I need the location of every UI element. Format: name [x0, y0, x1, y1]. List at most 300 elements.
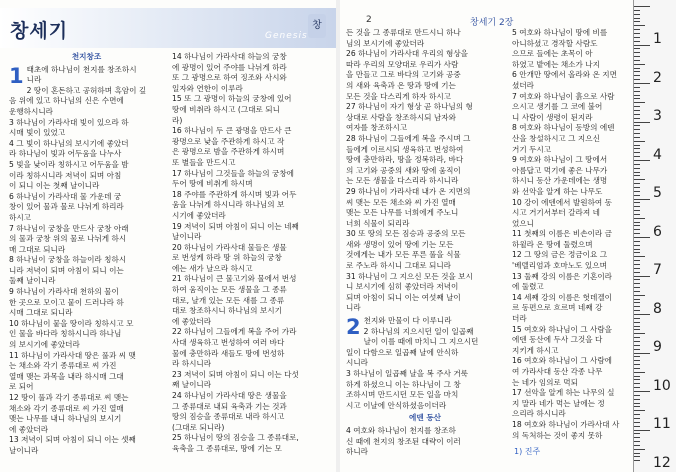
- verse-line: 니 사람이 생령이 된지라: [512, 112, 593, 122]
- verse-line: 일이 다함으로 일곱째 날에 안식하: [346, 347, 459, 357]
- verse-line: 19 저녁이 되며 아침이 되니 이는 네째: [172, 221, 299, 231]
- verse-line: 2 하나님의 지으시던 일이 일곱째: [363, 326, 474, 336]
- verse-line: 6 하나님이 가라사대 물 가운데 궁: [9, 191, 122, 201]
- verse-line: 는 채소와 각기 종류대로 씨 가진: [9, 361, 117, 371]
- verse-line: 으시고 생기를 그 코에 불어: [512, 102, 603, 112]
- ruler-tick: [634, 272, 640, 273]
- ruler-tick: [634, 306, 640, 307]
- ruler-tick: [634, 191, 640, 192]
- verse-line: 모든 것을 다스리게 하자 하시고: [346, 91, 452, 101]
- ruler-number: 1: [653, 31, 662, 47]
- ruler-tick: [634, 241, 640, 242]
- ruler-tick: [634, 441, 640, 442]
- verse-line: 의 새와 육축과 온 땅과 땅에 기는: [346, 80, 456, 90]
- ruler-tick: [634, 187, 640, 188]
- ruler-number: 6: [653, 223, 662, 240]
- ruler-tick: [634, 460, 640, 461]
- ruler-tick: [634, 98, 640, 99]
- ruler-tick: [634, 41, 640, 42]
- ruler-tick: [634, 418, 640, 419]
- section-heading: 천지창조: [71, 52, 102, 61]
- verse-line: 22 하나님이 그들에게 복을 주어 가라: [172, 327, 297, 337]
- verse-line: 땅에 비취라 하시고 (그대로 되니: [172, 104, 280, 114]
- verse-line: 이라 칭하시니라 저녁이 되며 아침: [9, 170, 122, 180]
- ruler-tick: [634, 145, 640, 146]
- verse-line: 10 하나님이 뭍을 땅이라 칭하시고 모: [9, 318, 134, 328]
- right-column-1: [346, 28, 504, 458]
- ruler-tick: [634, 222, 640, 223]
- ruler-tick: [634, 445, 640, 446]
- chapter-number: 1: [9, 63, 24, 88]
- verse-line: 거기 두시고: [512, 144, 552, 154]
- ruler-tick: [634, 175, 640, 176]
- ruler-number: 3: [653, 108, 662, 124]
- verse-line: 26 하나님이 가라사대 우리의 형상을: [346, 49, 469, 59]
- ruler-tick: [634, 318, 640, 319]
- ruler-tick: [634, 349, 640, 350]
- verse-line: 5 여호와 하나님이 땅에 비를: [512, 28, 608, 37]
- verse-list: [346, 316, 504, 411]
- verse-list: [346, 426, 504, 458]
- ruler-number: 9: [653, 339, 662, 355]
- verse-line: 움을 나뉘게 하시니라 하나님의 보: [172, 200, 285, 210]
- verse-line: 산을 창설하시고 그 지으신: [512, 133, 600, 143]
- verse-line: 니 보시기에 심히 좋았더라 저녁이: [346, 282, 459, 292]
- verse-line: 인 물을 바다라 칭하시니라 하나님: [9, 329, 122, 339]
- verse-line: 으므로 들에는 초목이 아: [512, 49, 593, 59]
- verse-line: 물에 충만하라 새들도 땅에 번성하: [172, 348, 285, 358]
- verse-line: 창이 있어 물과 물로 나뉘게 하리라: [9, 202, 124, 212]
- ruler-tick: [634, 95, 640, 96]
- measuring-ruler: [633, 0, 676, 472]
- verse-line: 에 둘렸고: [512, 282, 544, 292]
- ruler-tick: [634, 122, 650, 123]
- verse-line: 하시니 동산 가운데에는 생명: [512, 176, 608, 186]
- verse-line: 18 주야를 주관하게 하시며 빛과 어두: [172, 189, 297, 199]
- ruler-tick: [634, 21, 640, 22]
- verse-line: (그대로 되니라): [172, 422, 225, 432]
- right-page: [340, 0, 633, 472]
- verse-line: 땅에 충만하라, 땅을 정복하라, 바다: [346, 155, 464, 165]
- ruler-number: 8: [653, 300, 662, 317]
- ruler-tick: [634, 18, 640, 19]
- ruler-tick: [634, 25, 645, 26]
- verse-line: 에 좋았더라: [172, 316, 212, 326]
- verse-line: 을 만들고 그로 바다의 고기와 공중: [346, 70, 461, 80]
- verse-line: 이 되니 이는 첫째 날이니라: [9, 181, 100, 191]
- book-title: 창세기: [10, 20, 69, 42]
- ruler-tick: [634, 152, 640, 153]
- verse-list: [346, 28, 504, 314]
- verse-line: 11 하나님이 가라사대 땅은 풀과 씨 맺: [9, 350, 136, 360]
- verse-line: 둘째 날이니라: [9, 276, 56, 286]
- ruler-tick: [634, 237, 650, 238]
- ruler-tick: [634, 353, 650, 354]
- verse-line: 21 하나님이 큰 물고기와 물에서 번성: [172, 274, 297, 284]
- ruler-number: 11: [653, 416, 671, 432]
- verse-line: 하였고 밭에는 채소가 나지: [512, 59, 600, 69]
- ruler-tick: [634, 268, 640, 269]
- verse-line: 시고 거기서부터 갈라져 네: [512, 208, 600, 218]
- ruler-tick: [634, 106, 640, 107]
- verse-line: 는 네가 임의로 먹되: [512, 377, 578, 387]
- ruler-tick: [634, 264, 640, 265]
- page-number: 2: [366, 15, 372, 25]
- verse-list: [9, 65, 164, 457]
- verse-line: 날이 이를 때에 마치니 그 지으시던: [363, 337, 479, 347]
- book-title-english: Genesis: [265, 31, 308, 41]
- ruler-tick: [634, 229, 640, 230]
- ruler-number: 5: [653, 185, 662, 201]
- verse-line: 9 하나님이 가라사대 천하의 물이: [9, 287, 119, 297]
- verse-line: 3 하나님이 가라사대 빛이 있으라 하: [9, 117, 129, 127]
- verse-line: 20 하나님이 가라사대 물들은 생물: [172, 242, 287, 252]
- ruler-tick: [634, 345, 640, 346]
- ruler-tick: [634, 279, 640, 280]
- ruler-tick: [634, 326, 640, 327]
- verse-line: 광명으로 낮을 주관하게 하시고 작: [172, 136, 285, 146]
- verse-line: 신 때에 천지의 창조된 대략이 이러: [346, 436, 461, 446]
- ruler-tick: [634, 291, 640, 292]
- ruler-tick: [634, 260, 640, 261]
- verse-line: 23 저녁이 되며 아침이 되니 이는 다섯: [172, 369, 299, 379]
- verse-line: 째 날이니라: [172, 380, 212, 390]
- verse-line: 셨더라: [512, 80, 535, 90]
- ruler-number: 10: [653, 377, 671, 394]
- verse-line: 18 여호와 하나님이 가라사대 사: [512, 419, 620, 429]
- verse-line: 너희 식물이 되리라: [346, 218, 410, 228]
- book-tab[interactable]: 창: [308, 14, 326, 38]
- ruler-tick: [634, 256, 645, 257]
- verse-line: 채소와 각기 종류대로 씨 가진 열매: [9, 403, 124, 413]
- ruler-tick: [634, 68, 640, 69]
- ruler-tick: [634, 383, 640, 384]
- chapter-number: 2: [346, 315, 361, 340]
- ruler-tick: [634, 10, 640, 11]
- verse-line: 7 여호와 하나님이 흙으로 사람: [512, 91, 615, 101]
- verse-line: 지 말라 네가 먹는 날에는 정: [512, 398, 605, 408]
- verse-line: 13 저녁이 되며 아침이 되니 이는 셋째: [9, 435, 136, 445]
- ruler-tick: [634, 337, 640, 338]
- verse-line: 었으니: [512, 218, 535, 228]
- ruler-tick: [634, 218, 645, 219]
- ruler-tick: [634, 148, 640, 149]
- verse-line: 30 또 땅의 모든 짐승과 공중의 모든: [346, 229, 466, 239]
- verse-line: 대로 창조하시니 하나님의 보시기: [172, 306, 282, 316]
- verse-line: 새와 생명이 있어 땅에 기는 모든: [346, 239, 454, 249]
- ruler-tick: [634, 252, 640, 253]
- verse-line: 일자와 연한이 이루라: [172, 83, 243, 93]
- ruler-tick: [634, 376, 640, 377]
- verse-list: [172, 52, 332, 455]
- verse-line: 되며 아침이 되니 이는 여섯째 날이: [346, 292, 461, 302]
- verse-line: 라 하시니라: [172, 359, 212, 369]
- ruler-tick: [634, 414, 640, 415]
- verse-line: 더라: [512, 314, 527, 324]
- verse-line: 12 땅이 풀과 각기 종류대로 씨 맺는: [9, 393, 129, 402]
- verse-line: 시매 빛이 있었고: [9, 128, 66, 138]
- verse-line: 하게 하셨으니 이는 하나님이 그 창: [346, 379, 461, 389]
- verse-line: 그 종류대로 내되 육축과 기는 것과: [172, 401, 287, 411]
- ruler-tick: [634, 295, 645, 296]
- ruler-tick: [634, 199, 650, 200]
- ruler-tick: [634, 299, 640, 300]
- verse-line: 것에게는 내가 모든 푸른 풀을 식물: [346, 250, 461, 260]
- verse-line: 한 곳으로 모이고 뭍이 드러나라 하: [9, 297, 124, 307]
- ruler-tick: [634, 403, 640, 404]
- verse-line: 16 여호와 하나님이 그 사람에: [512, 356, 613, 366]
- ruler-tick: [634, 372, 645, 373]
- ruler-tick: [634, 364, 640, 365]
- ruler-tick: [634, 437, 640, 438]
- verse-line: 12 그 땅의 금은 정금이요 그: [512, 250, 608, 260]
- verse-line: 시매 그대로 되니라: [9, 308, 73, 318]
- ruler-tick: [634, 391, 650, 392]
- ruler-tick: [634, 399, 640, 400]
- ruler-tick: [634, 29, 640, 30]
- ruler-tick: [634, 322, 640, 323]
- ruler-tick: [634, 360, 640, 361]
- ruler-tick: [634, 310, 640, 311]
- verse-line: 14 세째 강의 이름은 헛데겔이: [512, 292, 613, 302]
- ruler-tick: [634, 249, 640, 250]
- verse-line: 날이니라: [9, 445, 39, 455]
- verse-line: 은 광명으로 밤을 주관하게 하시며: [172, 147, 285, 157]
- verse-line: 는 모든 생물을 다스리라 하시니라: [346, 176, 459, 186]
- verse-line: 16 하나님이 두 큰 광명을 만드사 큰: [172, 126, 292, 136]
- verse-line: 대로, 날개 있는 모든 새를 그 종류: [172, 295, 285, 305]
- left-page: [0, 0, 336, 472]
- ruler-tick: [634, 206, 640, 207]
- verse-line: 하여 움직이는 모든 생물을 그 종류: [172, 285, 287, 295]
- ruler-tick: [634, 179, 645, 180]
- ruler-tick: [634, 449, 645, 450]
- ruler-tick: [634, 430, 650, 431]
- ruler-tick: [634, 379, 640, 380]
- ruler-tick: [634, 341, 640, 342]
- ruler-tick: [634, 453, 640, 454]
- verse-line: 4 그 빛이 하나님의 보시기에 좋았더: [9, 138, 129, 148]
- ruler-tick: [634, 172, 640, 173]
- ruler-tick: [634, 214, 640, 215]
- verse-line: 10 강이 에덴에서 발원하여 동: [512, 197, 613, 207]
- verse-line: 로 번성케 하라 땅 위 하늘의 궁창: [172, 253, 282, 263]
- ruler-tick: [634, 395, 640, 396]
- ruler-tick: [634, 118, 640, 119]
- verse-line: 24 하나님이 가라사대 땅은 생물을: [172, 391, 287, 400]
- ruler-tick: [634, 456, 640, 457]
- ruler-tick: [634, 83, 650, 84]
- verse-line: 하시고: [9, 212, 32, 222]
- verse-line: 8 하나님이 궁창을 하늘이라 칭하시: [9, 255, 127, 265]
- verse-line: 17 선악을 알게 하는 나무의 실: [512, 388, 615, 398]
- ruler-tick: [634, 48, 640, 49]
- verse-list: [512, 28, 633, 441]
- ruler-tick: [634, 225, 640, 226]
- ruler-tick: [634, 164, 640, 165]
- ruler-tick: [634, 210, 640, 211]
- ruler-tick: [634, 141, 645, 142]
- verse-line: 니라: [346, 303, 361, 313]
- verse-line: 매 그대로 되니라: [9, 244, 66, 254]
- verse-line: 6 안개만 땅에서 올라와 온 지면: [512, 70, 617, 80]
- verse-line: 에 광명이 있어 주야를 나뉘게 하라: [172, 62, 287, 72]
- verse-line: 열매 맺는 과목을 내라 하시매 그대: [9, 371, 124, 381]
- verse-line: 지키게 하시고: [512, 345, 559, 355]
- verse-line: 에 좋았더라: [9, 424, 49, 434]
- ruler-tick: [634, 422, 640, 423]
- ruler-tick: [634, 406, 640, 407]
- verse-line: 르 동편으로 흐르며 네째 강: [512, 303, 603, 313]
- verse-line: 여 가라사대 동산 각종 나무: [512, 367, 603, 376]
- ruler-tick: [634, 245, 640, 246]
- verse-line: 니라 저녁이 되며 아침이 되니 이는: [9, 265, 124, 275]
- ruler-tick: [634, 283, 640, 284]
- verse-line: 25 하나님이 땅의 짐승을 그 종류대로,: [172, 433, 299, 443]
- verse-line: 13 둘째 강의 이름은 기혼이라: [512, 271, 613, 281]
- ruler-tick: [634, 160, 650, 161]
- ruler-tick: [634, 64, 645, 65]
- verse-line: 또 별들을 만드시고: [172, 157, 236, 167]
- ruler-tick: [634, 314, 650, 315]
- ruler-tick: [634, 410, 645, 411]
- ruler-tick: [634, 6, 650, 7]
- verse-line: 님의 보시기에 좋았더라: [346, 38, 425, 48]
- verse-line: 14 하나님이 가라사대 하늘의 궁창: [172, 52, 287, 61]
- ruler-tick: [634, 287, 640, 288]
- ruler-tick: [634, 356, 640, 357]
- ruler-number: 2: [653, 69, 662, 86]
- ruler-tick: [634, 426, 640, 427]
- verse-line: 의 고기와 공중의 새와 땅에 움직이: [346, 165, 461, 175]
- verse-line: 여자를 창조하시고: [346, 123, 408, 133]
- ruler-tick: [634, 202, 640, 203]
- ruler-tick: [634, 302, 640, 303]
- ruler-tick: [634, 37, 640, 38]
- section-heading: 에덴 동산: [409, 413, 441, 423]
- ruler-tick: [634, 102, 645, 103]
- verse-line: 사대 생육하고 번성하여 여러 바다: [172, 338, 285, 348]
- verse-line: 9 여호와 하나님이 그 땅에서: [512, 155, 608, 165]
- verse-line: 조하시며 만드시던 모든 일을 마치: [346, 390, 459, 400]
- verse-line: 두어 땅에 비취게 하시며: [172, 179, 253, 189]
- verse-line: 에는 새가 날으라 하시고: [172, 263, 253, 273]
- verse-line: 시니라: [346, 358, 369, 368]
- verse-line: 8 여호와 하나님이 동방의 에덴: [512, 123, 615, 133]
- ruler-tick: [634, 75, 640, 76]
- ruler-tick: [634, 129, 640, 130]
- verse-line: 와 선악을 알게 하는 나무도: [512, 186, 603, 196]
- verse-line: 또 그 광명으로 하여 징조와 사시와: [172, 73, 287, 83]
- running-head: 창세기 2장: [470, 18, 514, 28]
- ruler-tick: [634, 52, 640, 53]
- verse-line: 31 하나님이 그 지으신 모든 것을 보시: [346, 271, 473, 281]
- verse-line: 15 또 그 광명이 하늘의 궁창에 있어: [172, 94, 292, 104]
- verse-line: 땅의 짐승을 종류대로 내라 하시고: [172, 412, 285, 422]
- verse-line: 라 하나님이 빛과 어두움을 나누사: [9, 149, 122, 159]
- verse-line: 으리라 하시니라: [512, 409, 566, 419]
- verse-line: 하윌라 온 땅에 둘렸으며: [512, 239, 593, 249]
- ruler-number: 7: [653, 262, 662, 278]
- verse-line: 5 빛을 낮이라 칭하시고 어두움을 밤: [9, 159, 129, 169]
- verse-line: 들에게 이르시되 생육하고 번성하여: [346, 144, 464, 154]
- ruler-tick: [634, 156, 640, 157]
- verse-line: 4 여호와 하나님이 천지를 창조하: [346, 425, 456, 435]
- ruler-tick: [634, 91, 640, 92]
- verse-line: 11 첫째의 이름은 비손이라 금: [512, 229, 613, 239]
- footnote: 1) 진주: [514, 447, 541, 456]
- ruler-tick: [634, 168, 640, 169]
- verse-line: 맺는 모든 나무를 너희에게 주노니: [346, 208, 459, 218]
- verse-line: 날이니라: [172, 232, 202, 242]
- verse-line: 시기에 좋았더라: [172, 210, 226, 220]
- right-column-2: [512, 28, 633, 441]
- left-column-2: [172, 52, 332, 455]
- ruler-tick: [634, 14, 640, 15]
- verse-line: 의 물과 궁창 위의 물로 나뉘게 하시: [9, 234, 127, 244]
- ruler-tick: [634, 114, 640, 115]
- verse-line: 천지와 만물이 다 이루니라: [363, 316, 452, 326]
- ruler-tick: [634, 133, 640, 134]
- left-column-1: [9, 52, 164, 457]
- ruler-tick: [634, 195, 640, 196]
- ruler-tick: [634, 276, 650, 277]
- ruler-tick: [634, 433, 640, 434]
- verse-line: 로 되어: [9, 382, 34, 392]
- verse-line: 27 하나님이 자기 형상 곧 하나님의 형: [346, 102, 473, 112]
- ruler-tick: [634, 329, 640, 330]
- verse-line: 17 하나님이 그것들을 하늘의 궁창에: [172, 168, 295, 178]
- verse-line: 7 하나님이 궁창을 만드사 궁창 아래: [9, 223, 129, 233]
- ruler-tick: [634, 125, 640, 126]
- verse-line: 운행하시니라: [9, 106, 54, 116]
- verse-line: 15 여호와 하나님이 그 사람을: [512, 324, 613, 334]
- verse-line: 아름답고 먹기에 좋은 나무가: [512, 165, 608, 175]
- verse-line: 시고 이날에 안식하셨음이더라: [346, 400, 447, 410]
- verse-line: 씨 맺는 모든 채소와 씨 가진 열매: [346, 197, 456, 207]
- verse-line: 2 땅이 혼돈하고 공허하며 흑암이 깊: [26, 85, 147, 95]
- ruler-tick: [634, 110, 640, 111]
- verse-line: 의 보시기에 좋았더라: [9, 340, 80, 350]
- verse-line: 맺는 나무를 내니 하나님의 보시기: [9, 414, 122, 424]
- verse-line: 3 하나님이 일곱째 날을 복 주사 거룩: [346, 369, 469, 378]
- verse-line: 로 주노라 하시니 그대로 되니라: [346, 261, 452, 271]
- ruler-tick: [634, 71, 640, 72]
- ruler-tick: [634, 333, 645, 334]
- ruler-tick: [634, 137, 640, 138]
- ruler-number: 12: [653, 454, 671, 471]
- ruler-tick: [634, 233, 640, 234]
- verse-line: 태초에 하나님이 천지를 창조하시: [26, 64, 137, 74]
- verse-line: 상대로 사람을 창조하시되 남자와: [346, 112, 456, 122]
- ruler-tick: [634, 368, 640, 369]
- ruler-number: 4: [653, 146, 662, 163]
- verse-line: 29 하나님이 가라사대 내가 온 지면의: [346, 186, 471, 196]
- verse-line: 아니하셨고 경작할 사람도: [512, 38, 598, 48]
- verse-line: 육축을 그 종류대로, 땅에 기는 모: [172, 443, 282, 453]
- verse-line: 든 것을 그 종류대로 만드시니 하나: [346, 28, 461, 37]
- ruler-tick: [634, 60, 640, 61]
- verse-line: 하니라: [346, 447, 369, 457]
- verse-line: 에덴 동산에 두사 그것을 다: [512, 335, 603, 345]
- verse-line: 음 위에 있고 하나님의 신은 수면에: [9, 96, 124, 106]
- ruler-tick: [634, 33, 640, 34]
- ruler-tick: [634, 87, 640, 88]
- ruler-tick: [634, 45, 650, 46]
- verse-line: 니라: [26, 75, 42, 85]
- verse-line: 따라 우리의 모양대로 우리가 사람: [346, 59, 459, 69]
- ruler-tick: [634, 183, 640, 184]
